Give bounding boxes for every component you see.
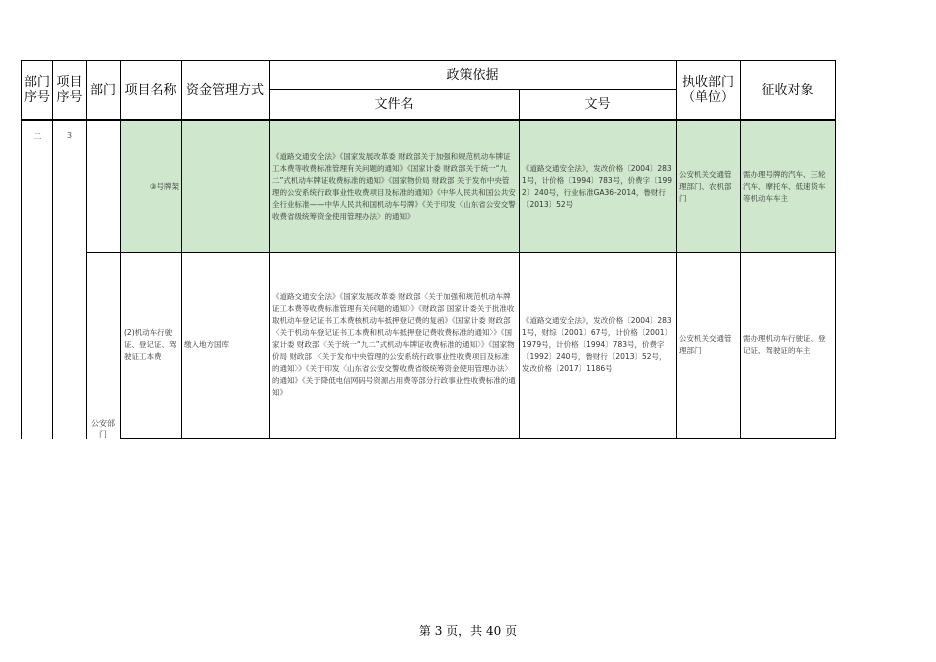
row1-item-name: ③号牌架 bbox=[121, 121, 181, 252]
dept-cell: 公安部门 bbox=[91, 419, 115, 439]
row-divider-line bbox=[86, 252, 836, 253]
row1-doc-name: 《道路交通安全法》《国家发展改革委 财政部关于加强和规范机动车牌证工本费等收费标准管理有关问题的通知》《国家计委 财政部关于统一“九二”式机动车牌证收费标准的通知》《国家物价局 财政部 关于发布中央管理的公安系统行政事业性收费项目及标准的通知》《中华人民共和国公共安全行业标准——中华人民共和国机动车号牌》《关于印发〈山东省公安交警收费省级统筹资金使用管理办法〉的通知》 bbox=[269, 121, 519, 252]
col-line-0 bbox=[21, 60, 22, 439]
dept-no-cell: 二 bbox=[33, 132, 42, 141]
header-dept: 部门 bbox=[89, 82, 116, 98]
header-item-name: 项目名称 bbox=[124, 82, 177, 98]
col-line-2 bbox=[86, 60, 87, 439]
col-line-6 bbox=[519, 89, 520, 439]
col-line-8 bbox=[740, 60, 741, 439]
row2-item-name: (2)机动车行驶证、登记证、驾驶证工本费 bbox=[124, 328, 177, 361]
col-line-9 bbox=[835, 60, 836, 439]
col-line-1 bbox=[52, 60, 53, 439]
header-doc-no: 文号 bbox=[584, 96, 611, 112]
row2-doc-name: 《道路交通安全法》《国家发展改革委 财政部〈关于加强和规范机动车牌证工本费等收费标准管理有关问题的通知〉》《财政部 国家计委关于批准收取机动车登记证书工本费核机动车抵押登记费的复函》《国家计委 财政部〈关于机动车登记证书工本费和机动车抵押登记费收费标准的通知〉》《国家计委 财政部〈关于统一“九二”式机动车牌证收费标准的通知〉》《国家物价局 财政部 〈关于发布中央管理的公安系统行政事业性收费项目及标准的通知〉》《关于印发〈山东省公安交警收费省级统筹资金使用管理办法〉的通知》《关于降低电信网码号资源占用费等部分行政事业性收费标准的通知》 bbox=[272, 292, 516, 397]
row1-doc-no: 《道路交通安全法》，发改价格〔2004〕2831号，计价格〔1994〕783号，价费字〔1992〕240号，行业标准GA36-2014，鲁财行〔2013〕52号 bbox=[519, 121, 676, 252]
header-policy-basis: 政策依据 bbox=[446, 67, 499, 83]
col-line-4 bbox=[181, 60, 182, 439]
header-exec-dept: 执收部门（单位） bbox=[681, 75, 734, 105]
row1-exec-dept: 公安机关交通管理部门、农机部门 bbox=[676, 121, 740, 252]
row2-target: 需办理机动车行驶证、登记证、驾驶证的车主 bbox=[743, 334, 826, 355]
header-item-no: 项目序号 bbox=[56, 75, 83, 105]
col-line-3 bbox=[120, 60, 121, 439]
col-line-5 bbox=[269, 60, 270, 439]
header-doc-name: 文件名 bbox=[374, 96, 414, 112]
header-target: 征收对象 bbox=[761, 82, 814, 98]
row1-target: 需办理号牌的汽车、三轮汽车、摩托车、低速货车等机动车车主 bbox=[740, 121, 835, 252]
page-number: 第 3 页，共 40 页 bbox=[418, 624, 518, 638]
table-border-top bbox=[21, 60, 836, 61]
header-fund-mgmt: 资金管理方式 bbox=[185, 82, 264, 98]
col-line-7 bbox=[676, 60, 677, 439]
policy-subheader-line bbox=[269, 89, 676, 90]
header-dept-no: 部门序号 bbox=[24, 75, 51, 105]
row2-fund-mgmt: 缴入地方国库 bbox=[184, 340, 229, 349]
table-border-bottom bbox=[120, 438, 836, 439]
header-bottom-line bbox=[21, 119, 836, 121]
item-no-cell: 3 bbox=[66, 131, 73, 140]
row2-doc-no: 《道路交通安全法》，发改价格〔2004〕2831号，财综〔2001〕67号，计价格〔2001〕1979号，计价格〔1994〕783号，价费字〔1992〕240号，鲁财行〔2013〕52号，发改价格〔2017〕1186号 bbox=[522, 316, 672, 373]
row1-fund-mgmt bbox=[181, 121, 269, 252]
row2-exec-dept: 公安机关交通管理部门 bbox=[679, 334, 732, 355]
